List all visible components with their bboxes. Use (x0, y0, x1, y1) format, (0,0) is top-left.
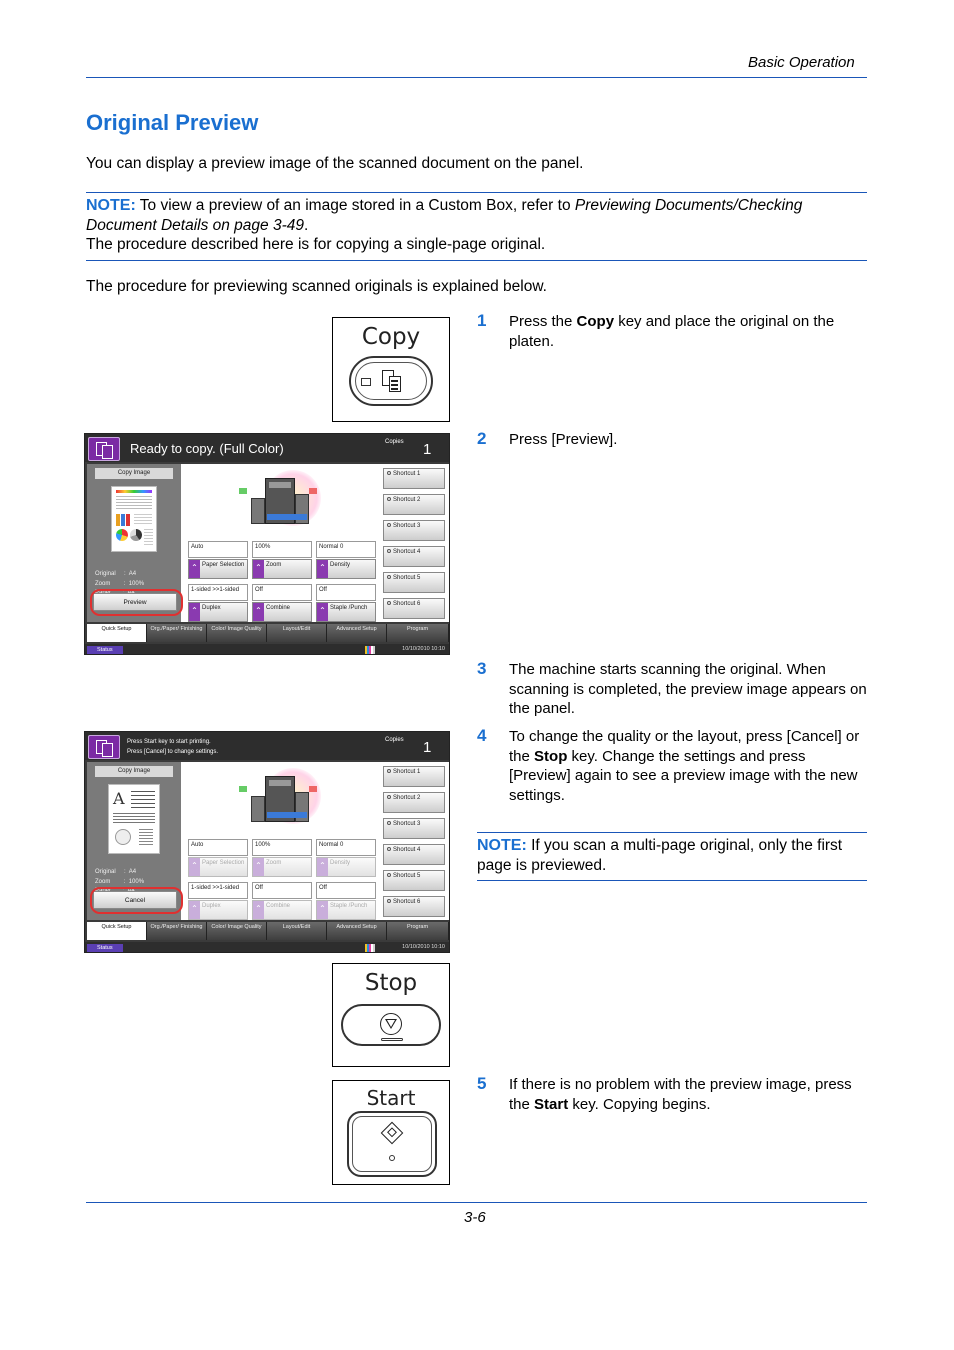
status-button[interactable]: Status (87, 944, 123, 952)
tab-org-paper-finishing[interactable]: Org./Paper/ Finishing (147, 922, 207, 940)
operation-panel-preview (84, 731, 450, 953)
panel-datetime: 10/10/2010 10:10 (402, 646, 445, 652)
paper-selection-button[interactable]: ⌃ Paper Selection (188, 559, 248, 579)
note2 (477, 836, 867, 875)
shortcut-6-button[interactable]: Shortcut 6 (383, 598, 445, 619)
combine-value: Off (252, 882, 312, 899)
zoom-value: 100% (252, 839, 312, 856)
panel-status-message: Press Start key to start printing. Press [Cancel] to change settings. (127, 739, 219, 755)
stop-indicator (381, 1038, 403, 1041)
machine-illustration (235, 768, 325, 836)
note2-label: NOTE: (477, 837, 527, 854)
cancel-button[interactable]: Cancel (93, 891, 177, 909)
copy-mode-icon (88, 437, 120, 461)
preview-highlight-ring (90, 589, 183, 616)
density-value: Normal 0 (316, 541, 376, 558)
stop-icon (380, 1013, 402, 1035)
tab-org-paper-finishing[interactable]: Org./Paper/ Finishing (147, 624, 207, 642)
original-info: Original : A4 Zoom : 100% (95, 571, 145, 587)
copy-icon (382, 370, 402, 394)
step-1-number: 1 (477, 311, 487, 330)
copy-key-button (349, 356, 433, 406)
combine-value: Off (252, 584, 312, 601)
note1-label: NOTE: (86, 197, 136, 214)
step-2-text: Press [Preview]. (509, 431, 618, 448)
original-info: Original : A4 Zoom : 100% (95, 869, 145, 885)
start-key-button (347, 1111, 437, 1177)
note2-top-rule (477, 832, 867, 833)
page-number: 3-6 (464, 1209, 486, 1226)
footer-rule (86, 1202, 867, 1203)
shortcut-5-button[interactable]: Shortcut 5 (383, 870, 445, 891)
staple-value: Off (316, 882, 376, 899)
status-button[interactable]: Status (87, 646, 123, 654)
copy-key-image (332, 317, 450, 422)
combine-button: ⌃ Combine (252, 900, 312, 920)
start-key-image (332, 1080, 450, 1185)
operation-panel-ready (84, 433, 450, 655)
tab-color-image-quality[interactable]: Color/ Image Quality (207, 922, 267, 940)
shortcut-4-button[interactable]: Shortcut 4 (383, 546, 445, 567)
step-5-number: 5 (477, 1074, 487, 1093)
paper-value: Auto (188, 839, 248, 856)
note1 (86, 196, 856, 255)
step-1-text: Press the Copy key and place the original on the platen. (509, 313, 835, 350)
tab-quick-setup[interactable]: Quick Setup (87, 922, 147, 940)
shortcut-2-button[interactable]: Shortcut 2 (383, 792, 445, 813)
note2-text: If you scan a multi-page original, only the first page is previewed. (477, 837, 843, 874)
density-button[interactable]: ⌃ Density (316, 559, 376, 579)
running-header: Basic Operation (748, 54, 855, 71)
preview-thumbnail: A (108, 784, 160, 854)
toner-level-icon (365, 944, 375, 952)
copy-indicator-icon (361, 378, 371, 386)
start-indicator (389, 1155, 395, 1161)
tab-quick-setup[interactable]: Quick Setup (87, 624, 147, 642)
copies-label: Copies (385, 439, 404, 445)
toner-level-icon (365, 646, 375, 654)
staple-punch-button: ⌃ Staple /Punch (316, 900, 376, 920)
copies-label: Copies (385, 737, 404, 743)
tab-layout-edit[interactable]: Layout/Edit (267, 922, 327, 940)
note1-reference[interactable]: Previewing Documents/Checking Document Details on page 3-49 (86, 197, 803, 234)
panel-status-title: Ready to copy. (Full Color) (130, 441, 284, 456)
step-4-text: To change the quality or the layout, press [Cancel] or the Stop key. Change the settings and press [Preview] again to see a preview image with the new settings. (509, 728, 860, 804)
note1-top-rule (86, 192, 867, 193)
staple-value: Off (316, 584, 376, 601)
tab-layout-edit[interactable]: Layout/Edit (267, 624, 327, 642)
intro-text: You can display a preview image of the scanned document on the panel. (86, 155, 584, 172)
cancel-highlight-ring (90, 887, 183, 914)
page-title: Original Preview (86, 110, 259, 135)
machine-illustration (235, 470, 325, 538)
density-value: Normal 0 (316, 839, 376, 856)
staple-punch-button[interactable]: ⌃ Staple /Punch (316, 602, 376, 622)
copy-image-label: Copy Image (95, 468, 173, 479)
copies-count: 1 (423, 739, 432, 756)
tab-advanced-setup[interactable]: Advanced Setup (327, 922, 387, 940)
density-button: ⌃ Density (316, 857, 376, 877)
note1-text-b: . (304, 216, 309, 234)
shortcut-3-button[interactable]: Shortcut 3 (383, 520, 445, 541)
note2-bottom-rule (477, 880, 867, 881)
combine-button[interactable]: ⌃ Combine (252, 602, 312, 622)
stop-key-image (332, 963, 450, 1067)
shortcut-3-button[interactable]: Shortcut 3 (383, 818, 445, 839)
duplex-button[interactable]: ⌃ Duplex (188, 602, 248, 622)
shortcut-4-button[interactable]: Shortcut 4 (383, 844, 445, 865)
shortcut-6-button[interactable]: Shortcut 6 (383, 896, 445, 917)
paper-selection-button: ⌃ Paper Selection (188, 857, 248, 877)
start-key-label: Start (366, 1086, 416, 1110)
copy-key-label: Copy (361, 324, 421, 350)
copy-mode-icon (88, 735, 120, 759)
copy-image-thumbnail (111, 486, 157, 552)
duplex-value: 1-sided >>1-sided (188, 584, 248, 601)
procedure-intro: The procedure for previewing scanned originals is explained below. (86, 278, 547, 295)
note1-text-a: To view a preview of an image stored in a Custom Box, refer to (135, 197, 575, 214)
tab-advanced-setup[interactable]: Advanced Setup (327, 624, 387, 642)
step-3-number: 3 (477, 659, 487, 678)
tab-program[interactable]: Program (387, 624, 449, 642)
stop-key-button (341, 1004, 441, 1046)
paper-value: Auto (188, 541, 248, 558)
copy-image-label: Copy Image (95, 766, 173, 777)
note1-line2: The procedure described here is for copying a single-page original. (86, 236, 546, 253)
duplex-value: 1-sided >>1-sided (188, 882, 248, 899)
preview-button[interactable]: Preview (93, 593, 177, 611)
copies-count: 1 (423, 441, 432, 458)
zoom-button[interactable]: ⌃ Zoom (252, 559, 312, 579)
tab-program[interactable]: Program (387, 922, 449, 940)
step-2-number: 2 (477, 429, 487, 448)
step-3-text: The machine starts scanning the original. When scanning is completed, the preview image appears on the panel. (509, 661, 867, 717)
duplex-button: ⌃ Duplex (188, 900, 248, 920)
panel-datetime: 10/10/2010 10:10 (402, 944, 445, 950)
shortcut-1-button[interactable]: Shortcut 1 (383, 468, 445, 489)
step-4-number: 4 (477, 726, 487, 745)
stop-key-label: Stop (364, 970, 418, 996)
header-rule (86, 77, 867, 78)
zoom-value: 100% (252, 541, 312, 558)
shortcut-1-button[interactable]: Shortcut 1 (383, 766, 445, 787)
zoom-button: ⌃ Zoom (252, 857, 312, 877)
shortcut-5-button[interactable]: Shortcut 5 (383, 572, 445, 593)
note1-bottom-rule (86, 260, 867, 261)
tab-color-image-quality[interactable]: Color/ Image Quality (207, 624, 267, 642)
step-5-text: If there is no problem with the preview image, press the Start key. Copying begins. (509, 1076, 852, 1113)
shortcut-2-button[interactable]: Shortcut 2 (383, 494, 445, 515)
